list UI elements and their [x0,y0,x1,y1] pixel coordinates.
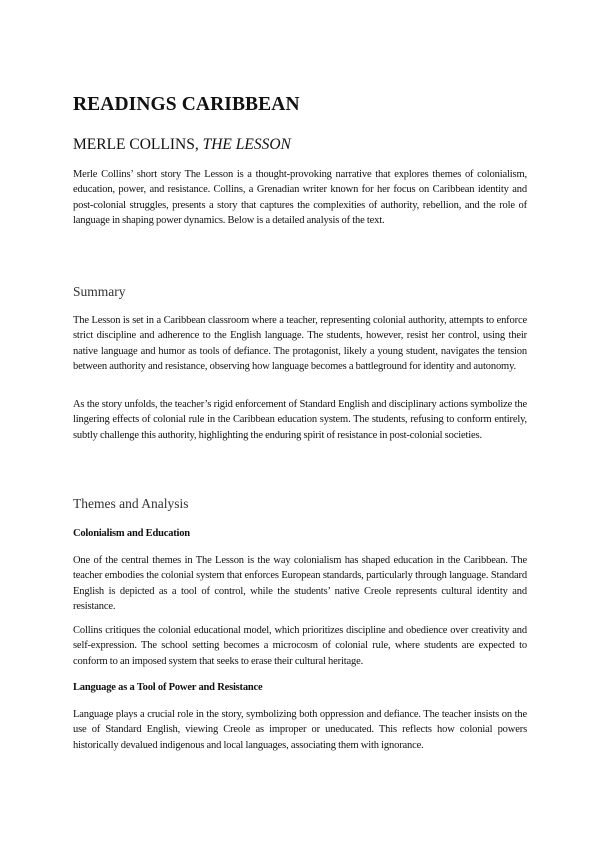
subtitle-work-title: THE LESSON [202,136,291,153]
document-subtitle [73,136,291,154]
intro-paragraph: Merle Collins’ short story The Lesson is a thought-provoking narrative that explores themes of colonialism, education, power, and resistance. Collins, a Grenadian writer known for her focus on Caribbean identity and post-colonial struggles, presents a story that captures the complexities of authority, rebellion, and the role of language in shaping power dynamics. Below is a detailed analysis of the text. [73,169,527,226]
subtitle-author: MERLE COLLINS, [73,136,203,153]
colonialism-paragraph-1: One of the central themes in The Lesson is the way colonialism has shaped education in the Caribbean. The teacher embodies the colonial system that enforces European standards, particularly through language. Standard English is depicted as a tool of control, while the students’ native Creole represents cultural identity and resistance. [73,555,527,612]
subheading-colonialism-education: Colonialism and Education [73,528,190,539]
summary-paragraph-1: The Lesson is set in a Caribbean classroom where a teacher, representing colonial authority, attempts to enforce strict discipline and adherence to the English language. The students, however, resist her control, using their native language and humor as tools of defiance. The protagonist, likely a young student, navigates the tension between authority and resistance, observing how language becomes a battleground for identity and autonomy. [73,315,527,372]
subheading-language-power: Language as a Tool of Power and Resistance [73,682,263,693]
language-paragraph-1: Language plays a crucial role in the story, symbolizing both oppression and defiance. The teacher insists on the use of Standard English, viewing Creole as improper or uneducated. This reflects how colonial powers historically devalued indigenous and local languages, associating them with ignorance. [73,709,527,751]
section-heading-summary: Summary [73,284,126,299]
summary-paragraph-2: As the story unfolds, the teacher’s rigid enforcement of Standard English and disciplinary actions symbolize the lingering effects of colonial rule in the Caribbean education system. The students, refusing to conform entirely, subtly challenge this authority, highlighting the enduring spirit of resistance in post-colonial societies. [73,399,527,441]
document-title: READINGS CARIBBEAN [73,94,300,115]
colonialism-paragraph-2: Collins critiques the colonial educational model, which prioritizes discipline and obedience over creativity and self-expression. The school setting becomes a microcosm of colonial rule, where students are expected to conform to an imposed system that seeks to erase their cultural heritage. [73,625,527,667]
section-heading-themes: Themes and Analysis [73,496,189,511]
